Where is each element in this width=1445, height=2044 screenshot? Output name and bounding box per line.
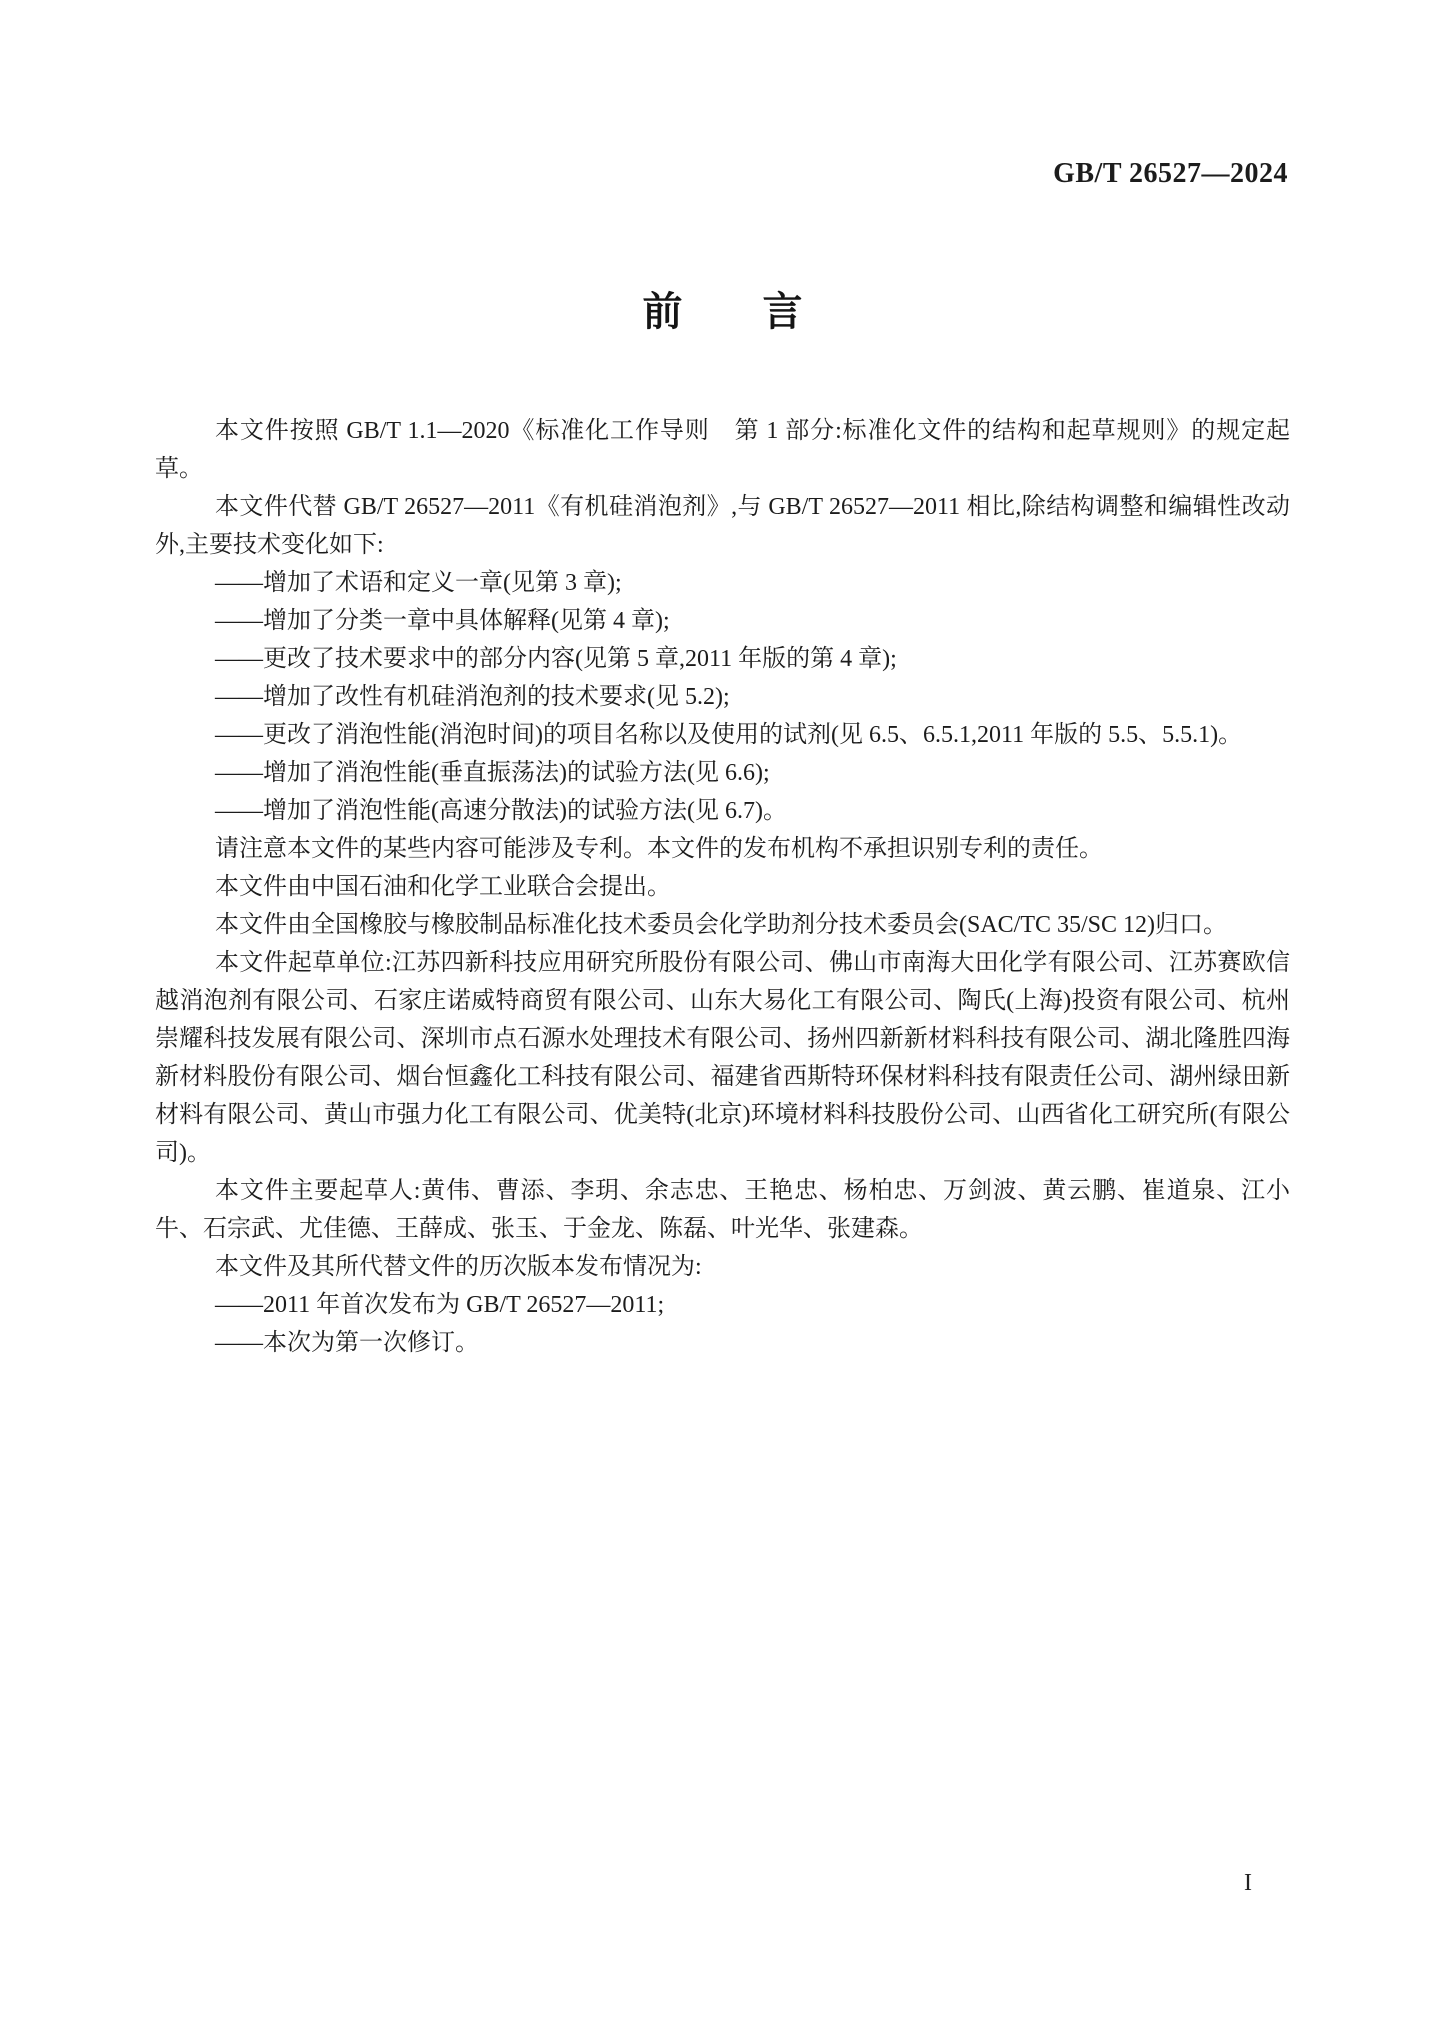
foreword-paragraph: ——增加了术语和定义一章(见第 3 章);: [215, 570, 622, 596]
foreword-paragraph: ——增加了消泡性能(垂直振荡法)的试验方法(见 6.6);: [215, 760, 770, 786]
foreword-paragraph: 本文件由全国橡胶与橡胶制品标准化技术委员会化学助剂分技术委员会(SAC/TC 35/SC 12)归口。: [215, 912, 1228, 938]
foreword-paragraph: ——2011 年首次发布为 GB/T 26527—2011;: [215, 1292, 665, 1318]
foreword-paragraph: 本文件由中国石油和化学工业联合会提出。: [215, 874, 671, 900]
foreword-paragraph: ——更改了技术要求中的部分内容(见第 5 章,2011 年版的第 4 章);: [215, 646, 897, 672]
foreword-paragraph: 本文件起草单位:江苏四新科技应用研究所股份有限公司、佛山市南海大田化学有限公司、江苏赛欧信越消泡剂有限公司、石家庄诺威特商贸有限公司、山东大易化工有限公司、陶氏(上海)投资有限公司、杭州崇耀科技发展有限公司、深圳市点石源水处理技术有限公司、扬州四新新材料科技有限公司、湖北隆胜四海新材料股份有限公司、烟台恒鑫化工科技有限公司、福建省西斯特环保材料科技有限责任公司、湖州绿田新材料有限公司、黄山市强力化工有限公司、优美特(北京)环境材料科技股份公司、山西省化工研究所(有限公司)。: [155, 950, 1290, 1166]
page-title: 前 言: [642, 290, 803, 334]
foreword-paragraph: ——本次为第一次修订。: [215, 1330, 479, 1356]
foreword-paragraph: ——增加了分类一章中具体解释(见第 4 章);: [215, 608, 670, 634]
foreword-paragraph: 请注意本文件的某些内容可能涉及专利。本文件的发布机构不承担识别专利的责任。: [215, 836, 1103, 862]
foreword-paragraph: 本文件按照 GB/T 1.1—2020《标准化工作导则 第 1 部分:标准化文件的结构和起草规则》的规定起草。: [155, 418, 1290, 482]
standard-number: GB/T 26527—2024: [1053, 158, 1288, 189]
foreword-paragraph: 本文件及其所代替文件的历次版本发布情况为:: [215, 1254, 702, 1280]
foreword-paragraph: 本文件主要起草人:黄伟、曹添、李玥、余志忠、王艳忠、杨柏忠、万剑波、黄云鹏、崔道泉、江小牛、石宗武、尤佳德、王薛成、张玉、于金龙、陈磊、叶光华、张建森。: [155, 1178, 1290, 1242]
foreword-body: [155, 412, 1290, 1362]
foreword-paragraph: 本文件代替 GB/T 26527—2011《有机硅消泡剂》,与 GB/T 26527—2011 相比,除结构调整和编辑性改动外,主要技术变化如下:: [155, 494, 1290, 558]
foreword-paragraph: ——增加了消泡性能(高速分散法)的试验方法(见 6.7)。: [215, 798, 787, 824]
foreword-paragraph: ——更改了消泡性能(消泡时间)的项目名称以及使用的试剂(见 6.5、6.5.1,2011 年版的 5.5、5.5.1)。: [215, 722, 1243, 748]
page-number: I: [1244, 1870, 1252, 1896]
foreword-paragraph: ——增加了改性有机硅消泡剂的技术要求(见 5.2);: [215, 684, 730, 710]
